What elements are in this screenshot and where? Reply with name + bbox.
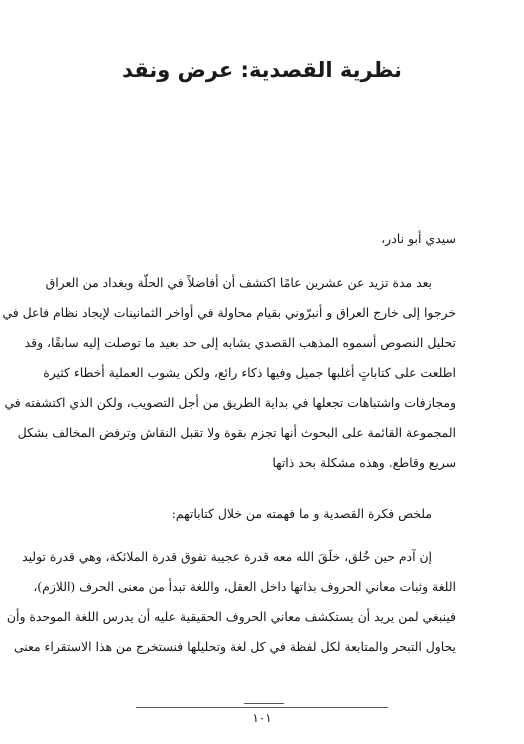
paragraph-line: اللغة وثبات معاني الحروف بذاتها داخل العقل، واللغة تبدأ من معنى الحرف (اللازم)، bbox=[33, 579, 456, 594]
paragraph-line: تحليل النصوص أسموه المذهب القصدي يشابه إلى حد بعيد ما توصلت إليه سابقًا، وقد bbox=[24, 335, 456, 350]
page-number: ١٠١ bbox=[252, 711, 272, 725]
summary-heading: ملخص فكرة القصدية و ما فهمته من خلال كتاباتهم: bbox=[171, 506, 432, 521]
paragraph-line: اطلعت على كتاباتٍ أغلبها جميل وفيها ذكاء رائع، ولكن يشوب العملية أخطاء كثيرة bbox=[43, 365, 456, 380]
paragraph-line: بعد مدة تزيد عن عشرين عامًا اكتشف أن أفاضلاً في الحلّة وبغداد من العراق bbox=[45, 275, 432, 290]
salutation: سيدي أبو نادر، bbox=[381, 231, 456, 246]
paragraph-line: خرجوا إلى خارج العراق و أنبرّوني بقيام محاولة في أواخر الثمانينات لإيجاد نظام فاعل في bbox=[2, 305, 456, 320]
page-title: نظرية القصدية: عرض ونقد bbox=[122, 58, 402, 82]
paragraph-line: المجموعة القائمة على البحوث أنها تجزم بقوة ولا تقبل النقاش وترفض المخالف بشكل bbox=[17, 425, 456, 440]
paragraph-line: يحاول التبحر والمتابعة لكل لفظة في كل لغة وتحليلها فنستخرج من هذا الاستقراء معنى bbox=[13, 639, 456, 654]
footer-rule bbox=[136, 707, 388, 708]
paragraph-line: ومجازفات واشتباهات تجعلها في بداية الطريق من أجل التصويب، ولكن الذي اكتشفته في bbox=[4, 395, 456, 410]
footer-rule-short bbox=[244, 703, 284, 704]
paragraph-line: فينبغي لمن يريد أن يستكشف معاني الحروف الحقيقية عليه أن يدرس اللغة الموحدة وأن bbox=[6, 609, 456, 624]
paragraph-line: سريع وقاطع. وهذه مشكلة بحد ذاتها bbox=[272, 455, 456, 470]
paragraph-line: إن آدم حين خُلق، خلَقَ الله معه قدرة عجيبة تفوق قدرة الملائكة، وهي قدرة توليد bbox=[22, 549, 432, 564]
